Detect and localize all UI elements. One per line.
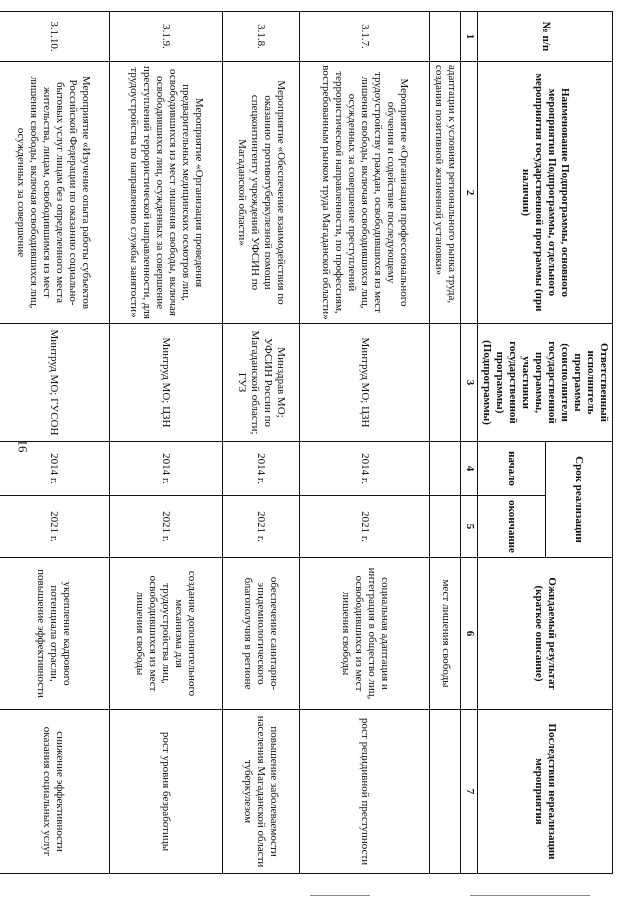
- cell-name: Мероприятие «Обеспечение взаимодействия по оказанию противотуберкулезной помощи спецконтингенту учреждений УФСИН по Магаданской области»: [222, 62, 299, 324]
- cell-num: 3.1.9.: [109, 12, 222, 62]
- column-number: 5: [461, 496, 478, 558]
- header-start: начало: [478, 442, 545, 496]
- header-term: Срок реализации: [545, 442, 612, 558]
- header-num: № п/п: [478, 12, 613, 62]
- cell-name: Мероприятие «Организация проведения предварительных медицинских осмотров лиц, освободившихся из мест лишения свободы, включая освободившихся лиц, осужденных за совершение преступлений террористической направленности, для трудоустройства по направлению службы занятости»: [109, 62, 222, 324]
- header-name: Наименование Подпрограммы, основного мероприятия Подпрограммы, отдельного мероприятия государственной программы (при наличии): [478, 62, 613, 324]
- cell-end: 2021 г.: [300, 496, 430, 558]
- header-executor: Ответственный исполнитель программы (соисполнители государственной программы, участники государственной программы) (Подпрограммы): [478, 324, 613, 442]
- continuation-row: [430, 12, 461, 874]
- cell-consequences: рост уровня безработицы: [109, 710, 222, 874]
- header-row: [545, 12, 612, 874]
- page-number: 16: [15, 439, 31, 453]
- cell-end: 2021 г.: [0, 496, 109, 558]
- cell-executor: Минтруд МО; ГУСОН: [0, 324, 109, 442]
- cell-end: [430, 496, 461, 558]
- cell-start: 2014 г.: [300, 442, 430, 496]
- table-row: [222, 12, 299, 874]
- cell-num: 3.1.10.: [0, 12, 109, 62]
- cell-result: укрепление кадрового потенциала отрасли, повышение эффективности: [0, 558, 109, 710]
- cell-consequences: повышение заболеваемости населения Магаданской области туберкулезом: [222, 710, 299, 874]
- table-row: [0, 12, 109, 874]
- column-number: 1: [461, 12, 478, 62]
- header-consequences: Последствия нереализации мероприятия: [478, 710, 613, 874]
- program-table: [0, 11, 613, 874]
- column-number: 2: [461, 62, 478, 324]
- cell-result: социальная адаптация и интеграция в общество лиц, освободившихся из мест лишения свободы: [300, 558, 430, 710]
- column-number: 4: [461, 442, 478, 496]
- cell-num: [430, 12, 461, 62]
- cell-result: создание дополнительного механизма для трудоустройства лиц, освободившихся из мест лишения свободы: [109, 558, 222, 710]
- cell-start: 2014 г.: [0, 442, 109, 496]
- cell-end: 2021 г.: [222, 496, 299, 558]
- cell-num: 3.1.8.: [222, 12, 299, 62]
- header-result: Ожидаемый результат (краткое описание): [478, 558, 613, 710]
- cell-executor: Минтруд МО; ЦЗН: [109, 324, 222, 442]
- cell-name: Мероприятие «Изучение опыта работы субъектов Российской Федерации по оказанию социально-бытовых услуг лицам без определенного места жительства, лицам, освободившимся из мест лишения свободы, включая освободившихся лиц, осужденных за совершение: [0, 62, 109, 324]
- cell-num: 3.1.7.: [300, 12, 430, 62]
- cell-executor: Минтруд МО; ЦЗН: [300, 324, 430, 442]
- cell-consequences: рост рецидивной преступности: [300, 710, 430, 874]
- cell-end: 2021 г.: [109, 496, 222, 558]
- table-row: [109, 12, 222, 874]
- column-number: 3: [461, 324, 478, 442]
- table-row: [300, 12, 430, 874]
- cell-executor: Минздрав МО; УФСИН России по Магаданской области; ГУЗ: [222, 324, 299, 442]
- cell-start: 2014 г.: [109, 442, 222, 496]
- cell-start: 2014 г.: [222, 442, 299, 496]
- header-end: окончание: [478, 496, 545, 558]
- cell-result: обеспечение санитарно-эпидемиологического благополучия в регионе: [222, 558, 299, 710]
- cell-start: [430, 442, 461, 496]
- column-number-row: [461, 12, 478, 874]
- scan-artifact: [310, 895, 370, 896]
- column-number: 7: [461, 710, 478, 874]
- cell-name: Мероприятие «Организация профессионального обучения и содействие последующему трудоустройству граждан, освободившихся из мест лишения свободы, включая освободившихся лиц, осужденных за совершение преступлений террористической направленности, по профессиям, востребованным рынком труда Магаданской области»: [300, 62, 430, 324]
- cell-result: мест лишения свободы: [430, 558, 461, 710]
- column-number: 6: [461, 558, 478, 710]
- cell-executor: [430, 324, 461, 442]
- cell-name: адаптации к условиям регионального рынка труда, создания позитивной жизненной установки»: [430, 62, 461, 324]
- cell-consequences: снижение эффективности оказания социальных услуг: [0, 710, 109, 874]
- cell-consequences: [430, 710, 461, 874]
- scan-artifact: [470, 895, 590, 896]
